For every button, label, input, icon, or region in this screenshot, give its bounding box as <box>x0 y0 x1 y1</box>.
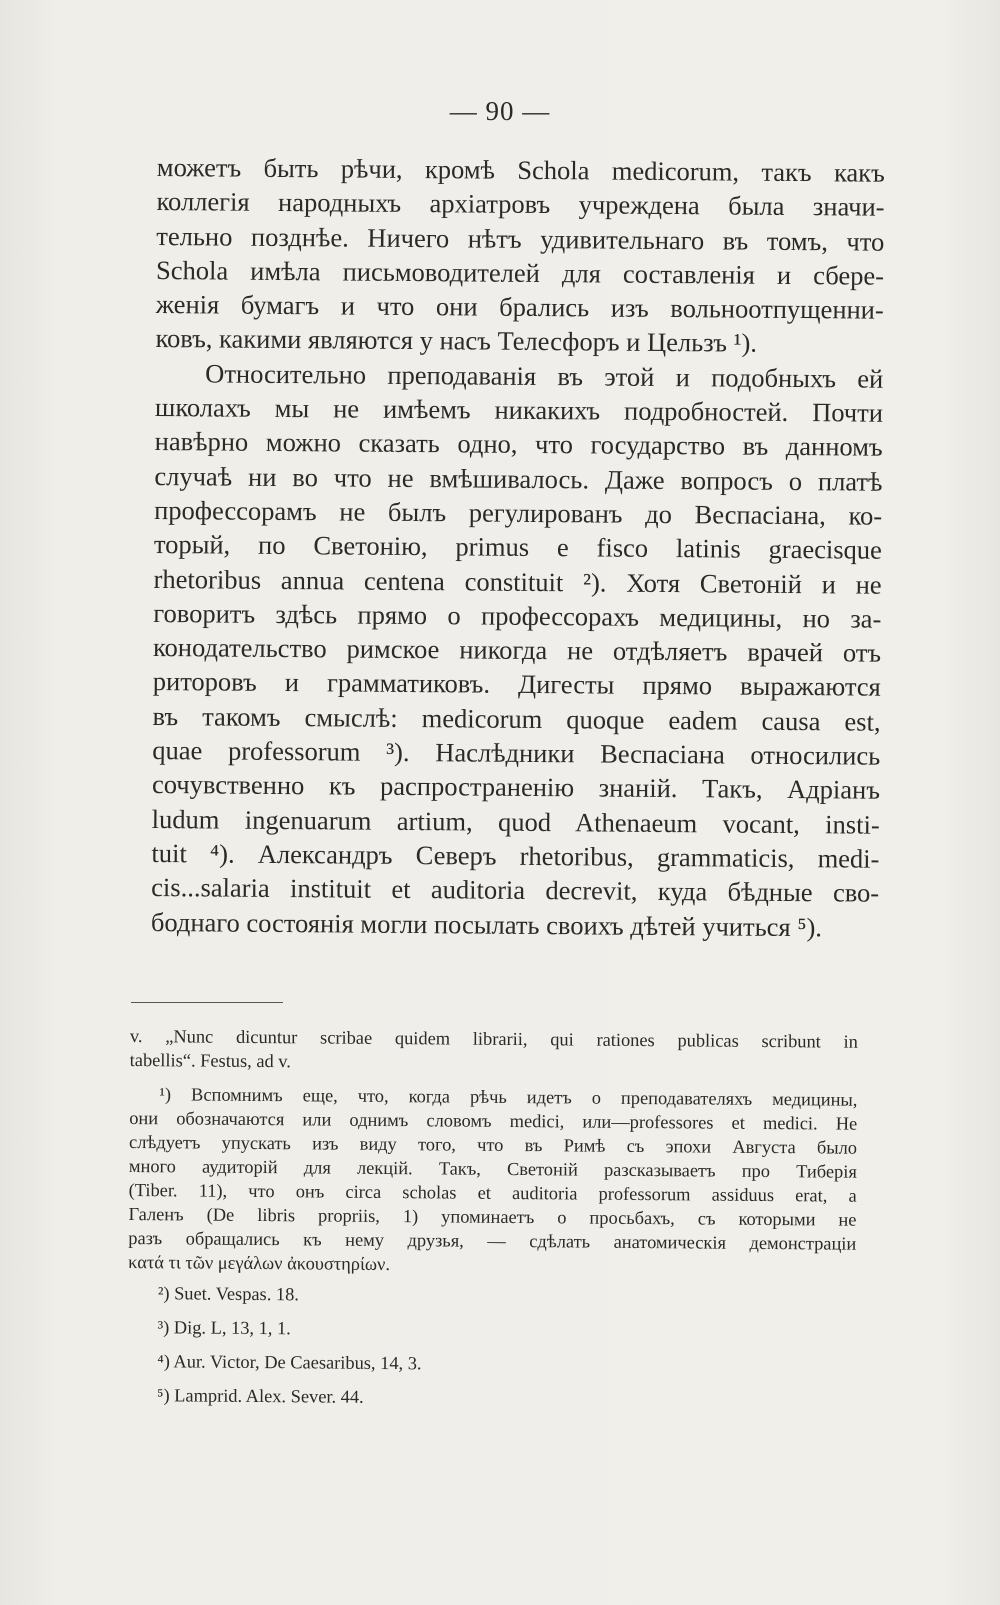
text-line: quae professorum ³). Наслѣдники Веспасіана относились <box>152 735 881 771</box>
footnote-line: много аудиторій для лекцій. Такъ, Светоній разсказываетъ про Тиберія <box>128 1155 857 1182</box>
footnote-line: tabellis“. Festus, ad v. <box>129 1049 292 1072</box>
footnote-line: слѣдуетъ упускать изъ виду того, что въ Римѣ съ эпохи Августа было <box>128 1131 858 1158</box>
main-text <box>151 150 885 945</box>
text-line: тельно позднѣе. Ничего нѣтъ удивительнаго въ томъ, что <box>156 220 885 257</box>
text-line: rhetoribus annua centena constituit ²). Хотя Светоній и не <box>153 563 882 600</box>
page-number: — 90 — <box>449 96 551 126</box>
text-line: коллегія народныхъ архіатровъ учреждена была значи- <box>156 186 885 223</box>
text-line: навѣрно можно сказать одно, что государство въ данномъ <box>154 426 883 463</box>
footnotes <box>127 1024 858 1416</box>
text-line: торый, по Светонію, primus e fisco latinis graecisque <box>153 529 882 565</box>
text-line: случаѣ ни во что не вмѣшивалось. Даже вопросъ о платѣ <box>154 460 883 497</box>
footnote-line: они обозначаются или однимъ словомъ medici, или—professores et medici. Не <box>129 1107 858 1134</box>
text-line: профессорамъ не былъ регулированъ до Веспасіана, ко- <box>154 494 883 531</box>
text-line: сочувственно къ распространенію знаній. Такъ, Адріанъ <box>151 769 881 806</box>
footnote-line: κατά τι τῶν μεγάλων ἀκουστηρίων. <box>128 1251 391 1275</box>
footnote-line: (Tiber. 11), что онъ circa scholas et auditoria professorum assiduus erat, а <box>128 1179 857 1206</box>
text-line: боднаго состоянія могли посылать своихъ дѣтей учиться ⁵). <box>150 906 823 942</box>
footnote-line: v. „Nunc dicuntur scribae quidem librarii, qui rationes publicas scribunt in <box>129 1025 858 1052</box>
footnote-divider <box>131 1002 283 1003</box>
footnote-line: ¹) Вспомнимъ еще, что, когда рѣчь идетъ о преподавателяхъ медицины, <box>159 1084 858 1110</box>
text-line: конодательство римское никогда не отдѣляетъ врачей отъ <box>152 632 882 668</box>
text-line: школахъ мы не имѣемъ никакихъ подробностей. Почти <box>154 392 884 428</box>
text-line: говоритъ здѣсь прямо о профессорахъ медицины, но за- <box>153 597 882 634</box>
footnote-2: ²) Suet. Vespas. 18. <box>157 1283 300 1305</box>
text-line: tuit ⁴). Александръ Северъ rhetoribus, grammaticis, medi- <box>151 837 880 874</box>
text-line: женія бумагъ и что они брались изъ вольноотпущенни- <box>155 289 884 325</box>
footnote-3: ³) Dig. L, 13, 1, 1. <box>157 1317 291 1339</box>
text-line: въ такомъ смыслѣ: medicorum quoque eadem causa est, <box>152 700 881 737</box>
text-line: Относительно преподаванія въ этой и подобныхъ ей <box>205 358 884 394</box>
footnote-5: ⁵) Lamprid. Alex. Sever. 44. <box>157 1385 364 1407</box>
text-line: cis...salaria instituit et auditoria decrevit, куда бѣдные сво- <box>151 872 880 908</box>
text-line: риторовъ и грамматиковъ. Дигесты прямо выражаются <box>152 666 881 703</box>
text-line: ковъ, какими являются у насъ Телесфоръ и Цельзъ ¹). <box>155 323 758 359</box>
text-line: ludum ingenuarum artium, quod Athenaeum vocant, insti- <box>151 803 880 840</box>
text-line: Schola имѣла письмоводителей для составленія и сбере- <box>155 254 885 291</box>
text-line: можетъ быть рѣчи, кромѣ Schola medicorum, такъ какъ <box>156 151 885 188</box>
footnote-4: ⁴) Aur. Victor, De Caesaribus, 14, 3. <box>157 1351 422 1374</box>
footnote-line: разъ обращались къ нему друзья, — сдѣлать анатомическія демонстраціи <box>128 1227 857 1254</box>
footnote-line: Галенъ (De libris propriis, 1) упоминаетъ о просьбахъ, съ которыми не <box>128 1203 857 1230</box>
